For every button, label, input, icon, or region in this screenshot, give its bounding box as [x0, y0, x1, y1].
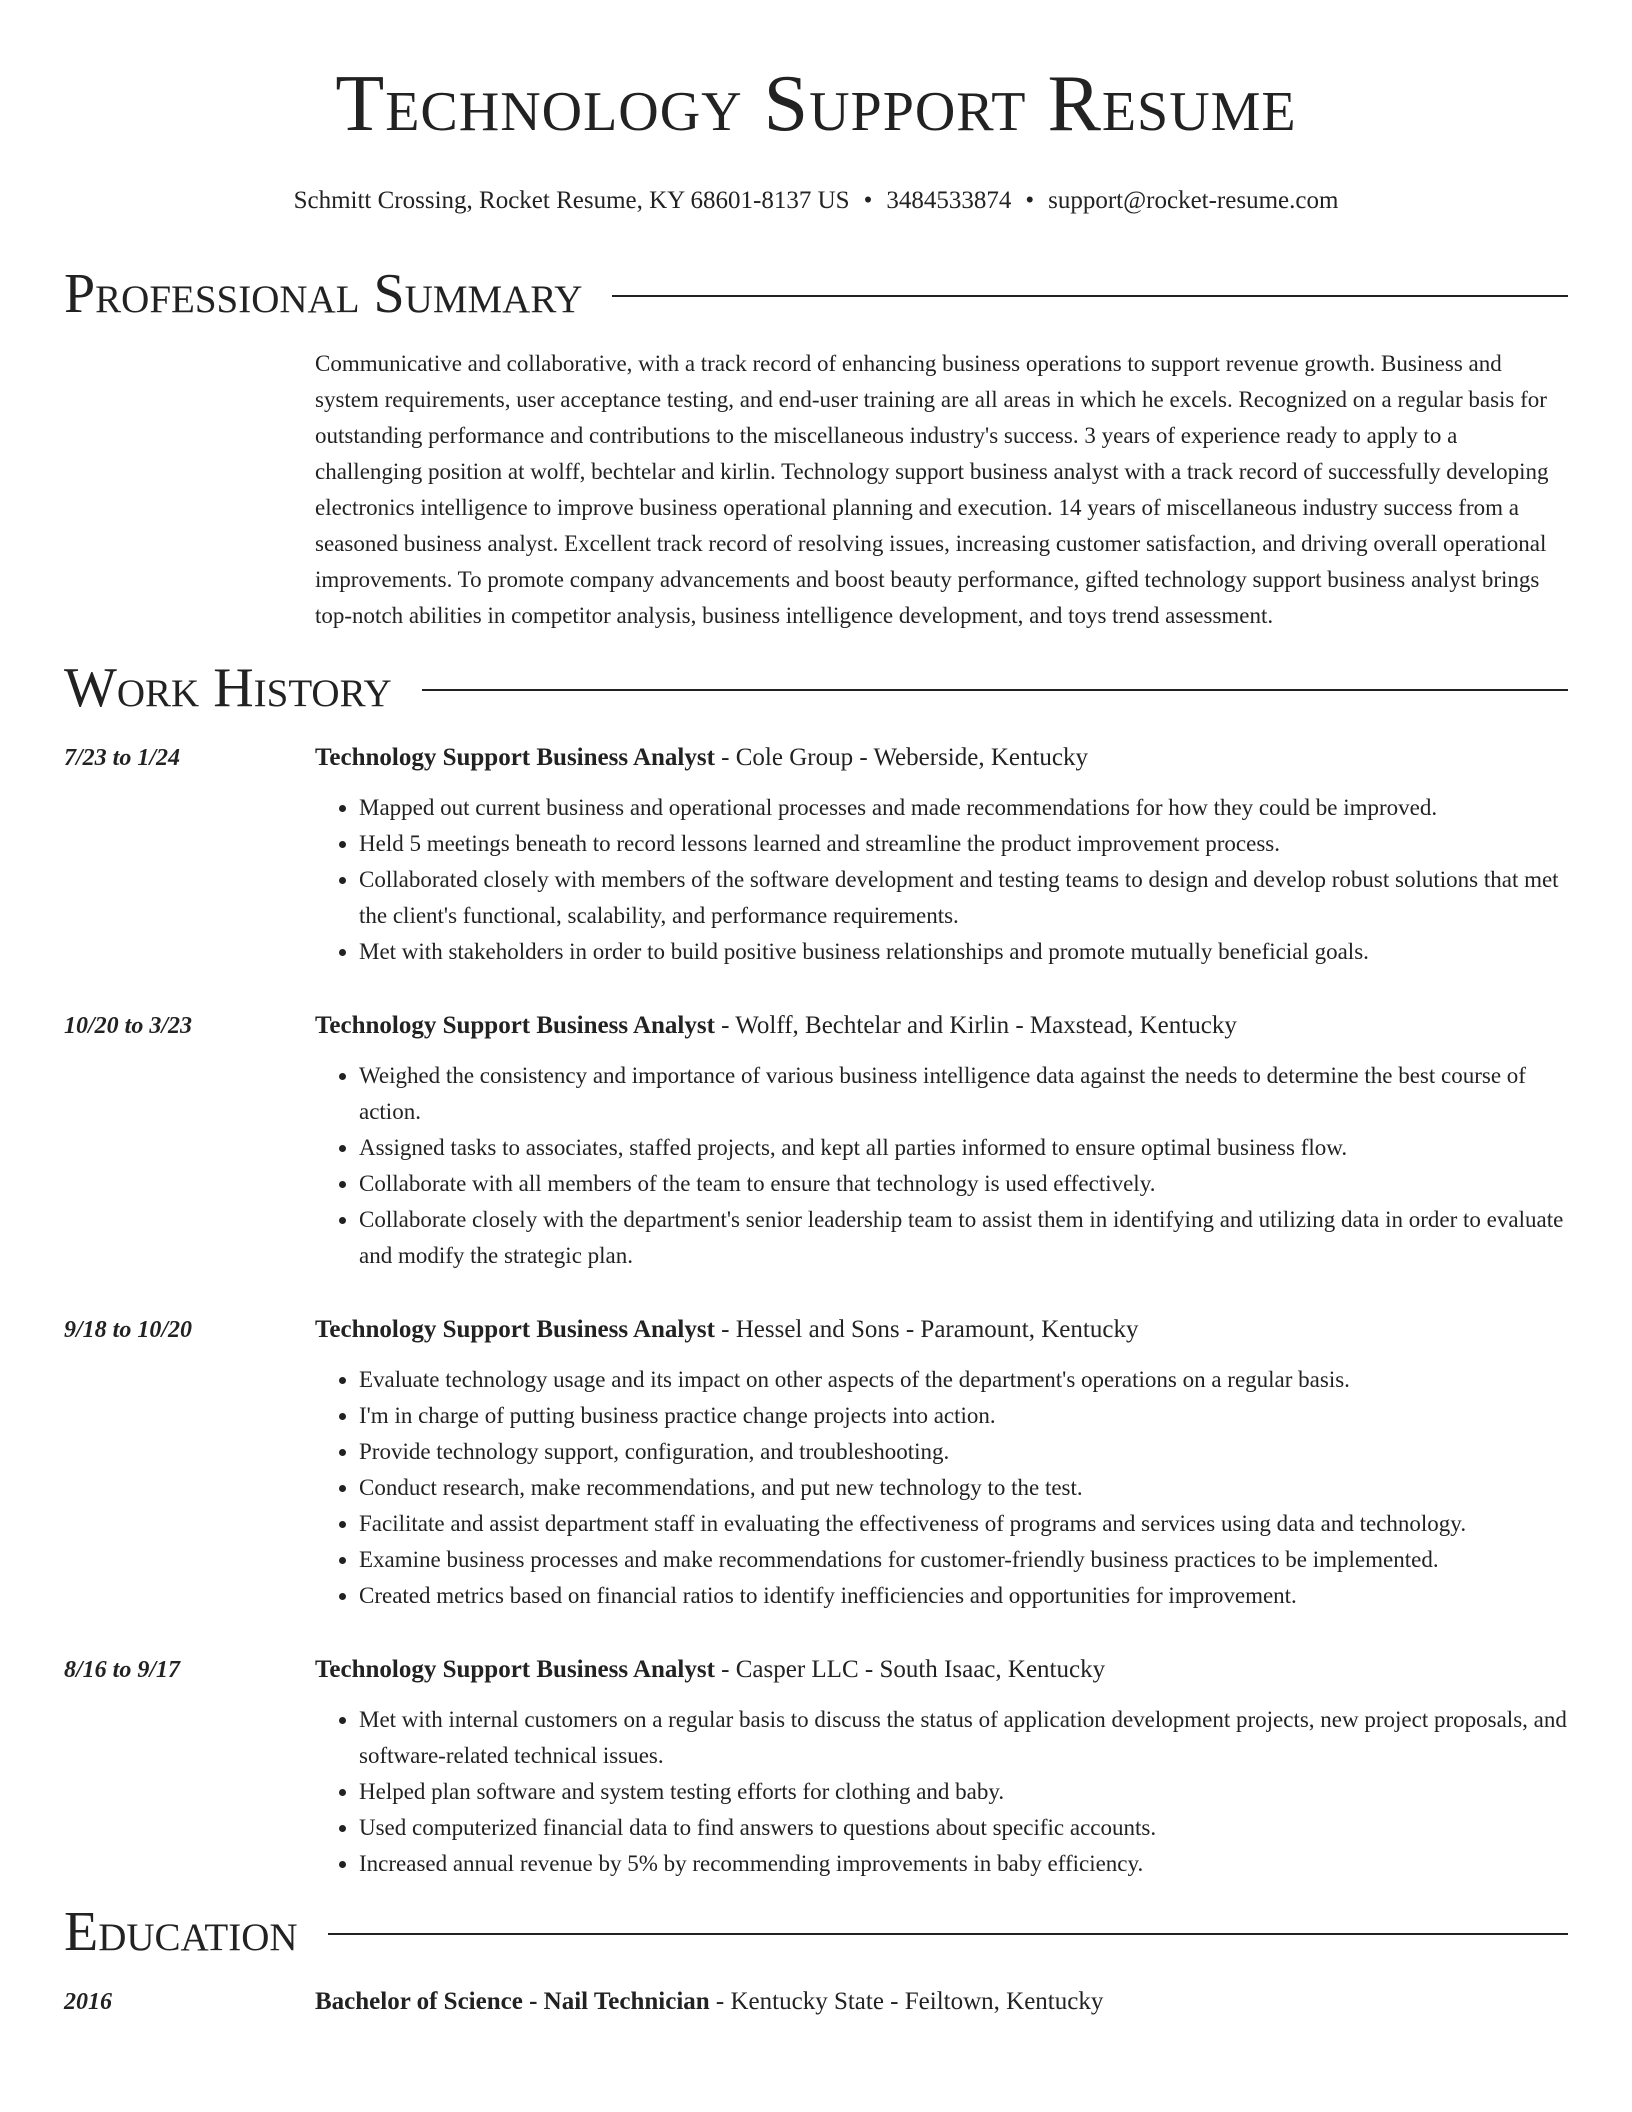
work-entry-bullets [315, 1058, 1568, 1274]
contact-phone: 3484533874 [886, 187, 1012, 214]
contact-separator: • [1025, 187, 1035, 214]
school-location: - Kentucky State - Feiltown, Kentucky [709, 1988, 1104, 2015]
job-title: Technology Support Business Analyst [315, 1012, 715, 1039]
work-entry-dates: 8/16 to 9/17 [64, 1657, 181, 1683]
section-divider [612, 295, 1568, 297]
list-item: • Held 5 meetings beneath to record lessons learned and streamline the product improvement process. [359, 826, 1568, 862]
list-item: • Provide technology support, configuration, and troubleshooting. [359, 1434, 1568, 1470]
job-title: Technology Support Business Analyst [315, 744, 715, 771]
section-title: Education [64, 1901, 298, 1963]
education-entry [64, 1986, 1568, 2018]
work-entry-bullets [315, 1702, 1568, 1882]
section-divider [328, 1933, 1568, 1935]
job-title: Technology Support Business Analyst [315, 1316, 715, 1343]
employer-location: - Wolff, Bechtelar and Kirlin - Maxstead, Kentucky [714, 1012, 1237, 1039]
work-entry [64, 1010, 1568, 1274]
education-heading [315, 1986, 1103, 2018]
work-entry [64, 1654, 1568, 1882]
summary-text: Communicative and collaborative, with a track record of enhancing business operations to support revenue growth. Business and system requirements, user acceptance testing, and end-user training are all areas in which he excels. Recognized on a regular basis for outstanding performance and contributions to the miscellaneous industry's success. 3 years of experience ready to apply to a challenging position at wolff, bechtelar and kirlin. Technology support business analyst with a track record of successfully developing electronics intelligence to improve business operational planning and execution. 14 years of miscellaneous industry success from a seasoned business analyst. Excellent track record of resolving issues, increasing customer satisfaction, and driving overall operational improvements. To promote company advancements and boost beauty performance, gifted technology support business analyst brings top-notch abilities in competitor analysis, business intelligence development, and toys trend assessment. [315, 351, 1549, 628]
work-entry-body [315, 742, 1568, 970]
degree-title: Bachelor of Science - Nail Technician [315, 1988, 710, 2015]
education-year: 2016 [64, 1989, 112, 2015]
list-item: • Met with stakeholders in order to build positive business relationships and promote mutually beneficial goals. [359, 934, 1568, 970]
list-item: • Assigned tasks to associates, staffed projects, and kept all parties informed to ensure optimal business flow. [359, 1130, 1568, 1166]
work-entry-body [315, 1010, 1568, 1274]
list-item: • Examine business processes and make recommendations for customer-friendly business practices to be implemented. [359, 1542, 1568, 1578]
list-item: • Increased annual revenue by 5% by recommending improvements in baby efficiency. [359, 1846, 1568, 1882]
contact-email: support@rocket-resume.com [1048, 187, 1339, 214]
section-title: Professional Summary [64, 263, 583, 325]
list-item: • Collaborate closely with the department's senior leadership team to assist them in identifying and utilizing data in order to evaluate and modify the strategic plan. [359, 1202, 1568, 1274]
list-item: • Conduct research, make recommendations, and put new technology to the test. [359, 1470, 1568, 1506]
section-heading-education [64, 1900, 1568, 1964]
list-item: • Helped plan software and system testing efforts for clothing and baby. [359, 1774, 1568, 1810]
work-entry-heading [315, 1010, 1568, 1042]
contact-line [64, 184, 1568, 218]
page-title: Technology Support Resume [335, 60, 1297, 148]
contact-separator: • [863, 187, 873, 214]
work-entry-heading [315, 1654, 1568, 1686]
list-item: • Mapped out current business and operational processes and made recommendations for how they could be improved. [359, 790, 1568, 826]
work-entry-dates: 10/20 to 3/23 [64, 1013, 193, 1039]
list-item: • I'm in charge of putting business practice change projects into action. [359, 1398, 1568, 1434]
employer-location: - Hessel and Sons - Paramount, Kentucky [714, 1316, 1139, 1343]
list-item: • Collaborated closely with members of the software development and testing teams to design and develop robust solutions that met the client's functional, scalability, and performance requirements. [359, 862, 1568, 934]
section-title: Work History [64, 657, 392, 719]
list-item: • Facilitate and assist department staff in evaluating the effectiveness of programs and services using data and technology. [359, 1506, 1568, 1542]
contact-address: Schmitt Crossing, Rocket Resume, KY 68601-8137 US [293, 187, 850, 214]
work-entry-dates: 7/23 to 1/24 [64, 745, 181, 771]
list-item: • Weighed the consistency and importance of various business intelligence data against the needs to determine the best course of action. [359, 1058, 1568, 1130]
employer-location: - Casper LLC - South Isaac, Kentucky [714, 1656, 1106, 1683]
work-entry-bullets [315, 790, 1568, 970]
work-entry-heading [315, 742, 1568, 774]
work-entry-dates: 9/18 to 10/20 [64, 1317, 193, 1343]
employer-location: - Cole Group - Weberside, Kentucky [714, 744, 1089, 771]
section-heading-work-history [64, 656, 1568, 720]
work-history-list [64, 742, 1568, 1882]
list-item: • Used computerized financial data to find answers to questions about specific accounts. [359, 1810, 1568, 1846]
section-heading-summary [64, 262, 1568, 326]
list-item: • Met with internal customers on a regular basis to discuss the status of application development projects, new project proposals, and software-related technical issues. [359, 1702, 1568, 1774]
work-entry-body [315, 1654, 1568, 1882]
work-entry [64, 1314, 1568, 1614]
education-list [64, 1986, 1568, 2018]
list-item: • Created metrics based on financial ratios to identify inefficiencies and opportunities for improvement. [359, 1578, 1568, 1614]
list-item: • Collaborate with all members of the team to ensure that technology is used effectively. [359, 1166, 1568, 1202]
work-entry-body [315, 1314, 1568, 1614]
job-title: Technology Support Business Analyst [315, 1656, 715, 1683]
work-entry [64, 742, 1568, 970]
list-item: • Evaluate technology usage and its impact on other aspects of the department's operations on a regular basis. [359, 1362, 1568, 1398]
work-entry-bullets [315, 1362, 1568, 1614]
section-divider [422, 689, 1568, 691]
work-entry-heading [315, 1314, 1568, 1346]
